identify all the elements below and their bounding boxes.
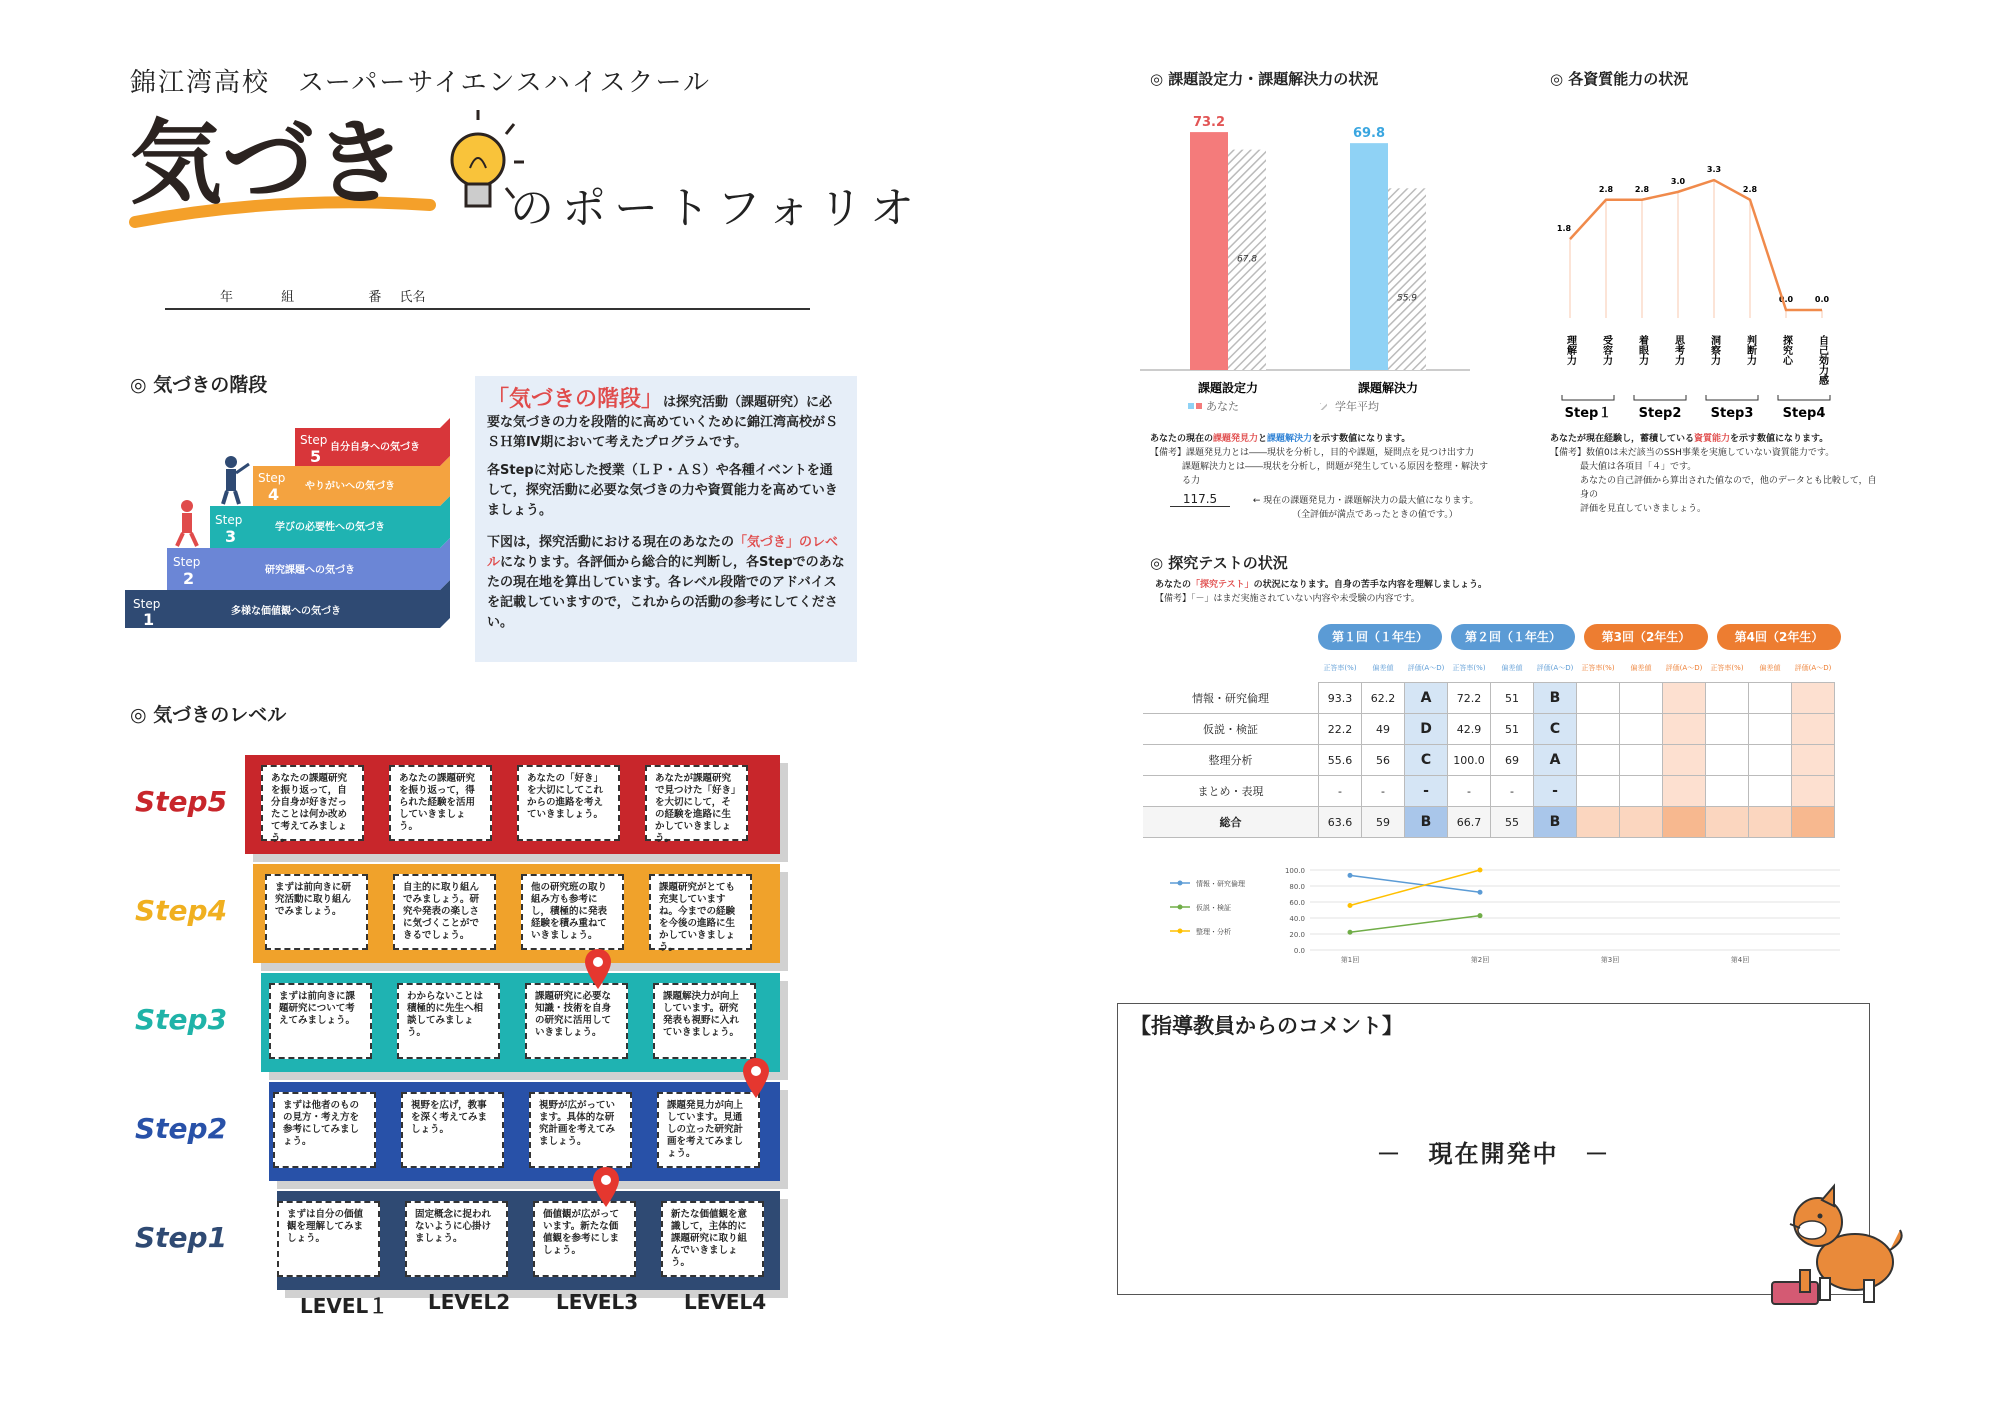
exam-title: ◎ 探究テストの状況 xyxy=(1150,554,1288,572)
exam-row-label: まとめ・表現 xyxy=(1143,776,1319,807)
exam-cell-empty xyxy=(1706,807,1749,838)
chart1-notes xyxy=(1150,432,1495,522)
exam-cell: - xyxy=(1405,776,1448,807)
chart1-note-5: （全評価が満点であったときの値です。） xyxy=(1292,510,1458,520)
chart2-notes xyxy=(1550,432,1880,516)
exam-cell: C xyxy=(1534,714,1577,745)
chart1-note-b: を示す数値になります。 xyxy=(1312,434,1411,444)
exam-cell-empty xyxy=(1620,683,1663,714)
exam-cell-empty xyxy=(1577,807,1620,838)
exam-cell: 62.2 xyxy=(1362,683,1405,714)
chart1-category: 課題解決力 xyxy=(1357,381,1419,395)
chart2-line xyxy=(1570,180,1822,310)
dog-illustration xyxy=(1760,1170,1910,1324)
stair-step-4-word: Step xyxy=(258,471,286,485)
chart3-ytick: 80.0 xyxy=(1289,883,1305,891)
class-label: 組 xyxy=(281,290,295,305)
chart2-category-label: 思考力 xyxy=(1672,335,1684,365)
exam-row-label: 総合 xyxy=(1143,807,1319,838)
exam-cell: 51 xyxy=(1491,683,1534,714)
exam-round-2: 第２回（１年生） xyxy=(1451,624,1575,650)
intro-p3-highlight: 「気づき」のレベル xyxy=(487,535,839,570)
exam-subheader: 正答率(%) xyxy=(1710,664,1744,672)
chart3-line xyxy=(1350,875,1480,892)
level-advice-card: 課題研究に必要な知識・技術を自身の研究に活用していきましょう。 xyxy=(525,983,628,1059)
exam-cell-empty xyxy=(1577,714,1620,745)
chart2-value-label: 2.8 xyxy=(1598,184,1614,194)
chart1-note-a: あなたの現在の xyxy=(1150,434,1214,444)
exam-subheader: 偏差値 xyxy=(1372,664,1394,672)
levels-section-title: ◎ 気づきのレベル xyxy=(130,704,287,726)
chart2-value-label: 0.0 xyxy=(1814,295,1830,304)
chart2-note-2: 【備考】数値0は未だ該当のSSH事業を実施していない資質能力です。 xyxy=(1550,448,1835,458)
exam-cell: - xyxy=(1534,776,1577,807)
chart2-category-label: 探究心 xyxy=(1780,335,1792,365)
level-advice-card: あなたの「好き」を大切にしてこれからの進路を考えていきましょう。 xyxy=(517,765,620,841)
exam-cell-empty xyxy=(1620,714,1663,745)
exam-subheader: 評価(A〜D) xyxy=(1536,664,1574,672)
exam-subheader: 評価(A〜D) xyxy=(1665,664,1703,672)
chart2-note-a: あなたが現在経験し，蓄積している xyxy=(1550,434,1695,444)
chart1-note-and: と xyxy=(1258,434,1268,444)
exam-cell-empty xyxy=(1620,745,1663,776)
chart1-title: ◎ 課題設定力・課題解決力の状況 xyxy=(1150,70,1379,88)
exam-cell: B xyxy=(1534,807,1577,838)
exam-cell: 59 xyxy=(1362,807,1405,838)
exam-note-hl: 「探究テスト」 xyxy=(1191,580,1254,590)
chart3-xtick: 第2回 xyxy=(1470,956,1490,964)
exam-cell: 55 xyxy=(1491,807,1534,838)
level-advice-card: まずは他者のものの見方・考え方を参考にしてみましょう。 xyxy=(273,1092,376,1168)
location-pin-icon xyxy=(743,1058,769,1098)
chart1-note-hl1: 課題発見力 xyxy=(1213,434,1259,444)
chart1-bar-average xyxy=(1388,188,1426,370)
exam-note-b: の状況になります。自身の苦手な内容を理解しましょう。 xyxy=(1253,580,1487,590)
legend-swatch-you-2 xyxy=(1196,403,1202,409)
exam-cell-empty xyxy=(1749,714,1792,745)
exam-subheader: 正答率(%) xyxy=(1581,664,1615,672)
exam-note-a: あなたの xyxy=(1155,580,1192,590)
exam-cell-empty xyxy=(1663,745,1706,776)
chart2-value-label: 2.8 xyxy=(1742,184,1758,194)
chart3-legend-label: 情報・研究倫理 xyxy=(1196,880,1245,888)
chart1-note-3: 課題解決力とは――現状を分析し，問題が発生している原因を整理・解決する力 xyxy=(1182,462,1489,486)
exam-cell: 93.3 xyxy=(1319,683,1362,714)
exam-cell: 69 xyxy=(1491,745,1534,776)
exam-cell: 51 xyxy=(1491,714,1534,745)
exam-cell: B xyxy=(1405,807,1448,838)
chart2-step-bracket xyxy=(1562,395,1614,400)
exam-cell: - xyxy=(1491,776,1534,807)
chart2-step-label: Step4 xyxy=(1782,406,1826,421)
exam-cell: - xyxy=(1448,776,1491,807)
exam-cell-empty xyxy=(1792,683,1835,714)
level-row-label: Step1 xyxy=(135,1221,228,1254)
level-column-label: LEVEL１ xyxy=(300,1294,389,1318)
exam-table-wrap xyxy=(1143,654,1835,838)
chart1-legend-average: 学年平均 xyxy=(1335,400,1379,413)
exam-cell: - xyxy=(1319,776,1362,807)
level-advice-card: まずは自分の価値観を理解してみましょう。 xyxy=(277,1201,380,1277)
exam-cell-empty xyxy=(1706,745,1749,776)
exam-cell-empty xyxy=(1663,683,1706,714)
intro-p3b: になります。各評価から総合的に判断し，各Stepでのあなたの現在地を算出しています。各レベル段階でのアドバイスを記載していますので，これからの活動の参考にしてください。 xyxy=(487,555,845,630)
level-advice-card: あなたが課題研究で見つけた「好き」を大切にして，その経験を進路に生かしていきましょう。 xyxy=(645,765,748,841)
exam-cell-empty xyxy=(1749,807,1792,838)
chart2-category-label: 洞察力 xyxy=(1708,335,1720,365)
chart2-area xyxy=(1550,120,1860,421)
comment-title: 【指導教員からのコメント】 xyxy=(1130,1014,1403,1038)
level-row-label: Step5 xyxy=(135,785,228,818)
exam-cell-empty xyxy=(1577,683,1620,714)
chart3-xtick: 第4回 xyxy=(1730,956,1750,964)
exam-cell: 72.2 xyxy=(1448,683,1491,714)
level-row-label: Step4 xyxy=(135,894,228,927)
exam-cell-empty xyxy=(1663,807,1706,838)
chart2-step-label: Step3 xyxy=(1710,406,1754,421)
chart1-value-you: 73.2 xyxy=(1192,115,1226,131)
exam-cell-empty xyxy=(1706,714,1749,745)
chart3-ytick: 40.0 xyxy=(1289,915,1305,923)
name-label: 氏名 xyxy=(399,290,426,305)
exam-cell: 100.0 xyxy=(1448,745,1491,776)
exam-round-3: 第3回（2年生） xyxy=(1584,624,1708,650)
chart2-title: ◎ 各資質能力の状況 xyxy=(1550,70,1689,88)
stair-step-1-num: 1 xyxy=(143,610,155,629)
stair-step-2-label: 研究課題への気づき xyxy=(265,565,355,576)
exam-cell-empty xyxy=(1663,714,1706,745)
level-row-label: Step2 xyxy=(135,1112,228,1145)
stair-step-4-num: 4 xyxy=(268,485,280,504)
exam-cell-empty xyxy=(1749,745,1792,776)
chart1-category: 課題設定力 xyxy=(1197,381,1259,395)
level-advice-card: 視野が広がっています。具体的な研究計画を考えてみましょう。 xyxy=(529,1092,632,1168)
level-advice-card: 価値観が広がっています。新たな価値観を参考にしましょう。 xyxy=(533,1201,636,1277)
legend-swatch-you xyxy=(1188,403,1194,409)
level-column-label: LEVEL3 xyxy=(556,1290,639,1314)
number-label: 番 xyxy=(368,290,382,305)
chart1-legend-you: あなた xyxy=(1206,400,1239,413)
exam-cell-empty xyxy=(1577,745,1620,776)
level-advice-card: 他の研究班の取り組み方も参考にし，積極的に発表経験を積み重ねていきましょう。 xyxy=(521,874,624,950)
chart1-note-2: 【備考】課題発見力とは――現状を分析し，目的や課題，疑問点を見つけ出す力 xyxy=(1150,448,1475,458)
exam-cell: - xyxy=(1362,776,1405,807)
stair-step-1-label: 多様な価値観への気づき xyxy=(231,606,341,617)
chart2-value-label: 2.8 xyxy=(1634,184,1650,194)
chart2-step-bracket xyxy=(1706,395,1758,400)
exam-cell: 22.2 xyxy=(1319,714,1362,745)
stair-step-3-word: Step xyxy=(215,513,243,527)
level-advice-card: 新たな価値観を意識して，主体的に課題研究に取り組んでいきましょう。 xyxy=(661,1201,764,1277)
chart2-note-3: 最大値は各項目「４」です。 xyxy=(1580,462,1697,472)
chart2-note-4: あなたの自己評価から算出された値なので，他のデータとも比較して，自身の xyxy=(1580,476,1877,500)
chart2-step-bracket xyxy=(1634,395,1686,400)
exam-subheader: 偏差値 xyxy=(1501,664,1523,672)
stair-step-2-word: Step xyxy=(173,555,201,569)
stair-step-2-num: 2 xyxy=(183,569,195,588)
chart1-value-average: 55.9 xyxy=(1396,293,1418,304)
intro-p1: は探究活動（課題研究）に必要な気づきの力を段階的に高めていくために錦江湾高校がＳＳＨ第Ⅳ期において考えたプログラムです。 xyxy=(487,395,839,450)
exam-cell-empty xyxy=(1792,807,1835,838)
chart2-step-bracket xyxy=(1778,395,1830,400)
level-advice-card: あなたの課題研究を振り返って，自分自身が好きだったことは何か改めて考えてみましょう。 xyxy=(261,765,364,841)
exam-cell: B xyxy=(1534,683,1577,714)
logo-subtitle: のポートフォリオ xyxy=(510,183,923,234)
exam-cell-empty xyxy=(1706,776,1749,807)
location-pin-icon xyxy=(585,949,611,989)
chart1-note-hl2: 課題解決力 xyxy=(1267,434,1313,444)
exam-round-1: 第１回（１年生） xyxy=(1318,624,1442,650)
exam-cell-empty xyxy=(1749,776,1792,807)
level-row-label: Step3 xyxy=(135,1003,228,1036)
stair-step-3-label: 学びの必要性への気づき xyxy=(275,522,385,533)
exam-subheader: 正答率(%) xyxy=(1323,664,1357,672)
exam-row-label: 整理分析 xyxy=(1143,745,1319,776)
chart1-max-value: 117.5 xyxy=(1170,492,1230,507)
exam-cell-empty xyxy=(1749,683,1792,714)
chart2-note-b: を示す数値になります。 xyxy=(1730,434,1829,444)
stair-step-5-word: Step xyxy=(300,433,328,447)
chart1-bar-you xyxy=(1190,132,1228,370)
level-advice-card: 自主的に取り組んでみましょう。研究や発表の楽しさに気づくことができるでしょう。 xyxy=(393,874,496,950)
exam-cell-empty xyxy=(1620,776,1663,807)
chart1-value-you: 69.8 xyxy=(1352,126,1386,142)
exam-cell: 56 xyxy=(1362,745,1405,776)
exam-cell: 55.6 xyxy=(1319,745,1362,776)
comment-box[interactable] xyxy=(1117,1003,1870,1295)
level-advice-card: まずは前向きに課題研究について考えてみましょう。 xyxy=(269,983,372,1059)
chart3-line xyxy=(1350,870,1480,906)
level-advice-card: まずは前向きに研究活動に取り組んでみましょう。 xyxy=(265,874,368,950)
chart3-legend-label: 仮説・検証 xyxy=(1196,904,1231,912)
chart3-ytick: 100.0 xyxy=(1284,867,1305,875)
chart2-note-hl: 資質能力 xyxy=(1694,434,1731,444)
level-column-label: LEVEL2 xyxy=(428,1290,511,1314)
intro-p2: 各Stepに対応した授業（ＬＰ・ＡＳ）や各種イベントを通して，探究活動に必要な気づきの力や資質能力を高めていきましょう。 xyxy=(487,463,838,518)
level-column-label: LEVEL4 xyxy=(684,1290,767,1314)
exam-cell-empty xyxy=(1792,745,1835,776)
exam-cell: C xyxy=(1405,745,1448,776)
chart2-category-label: 受容力 xyxy=(1600,335,1612,365)
exam-cell-empty xyxy=(1663,776,1706,807)
level-advice-card: わからないことは積極的に先生へ相談してみましょう。 xyxy=(397,983,500,1059)
exam-subheader: 正答率(%) xyxy=(1452,664,1486,672)
stair-step-4-label: やりがいへの気づき xyxy=(305,481,395,492)
exam-cell: 42.9 xyxy=(1448,714,1491,745)
chart2-category-label: 理解力 xyxy=(1564,335,1576,365)
stair-step-5-num: 5 xyxy=(310,447,322,466)
exam-cell: 66.7 xyxy=(1448,807,1491,838)
chart2-category-label: 判断力 xyxy=(1744,335,1756,365)
chart2-note-5: 評価を見直していきましょう。 xyxy=(1580,504,1707,514)
chart3-ytick: 0.0 xyxy=(1293,947,1305,955)
exam-cell: 49 xyxy=(1362,714,1405,745)
exam-note-2: 【備考】「－」はまだ実施されていない内容や未受験の内容です。 xyxy=(1155,594,1420,604)
exam-cell: 63.6 xyxy=(1319,807,1362,838)
level-advice-card: 課題研究がとても充実していますね。今までの経験を今後の進路に生かしていきましょう。 xyxy=(649,874,752,950)
chart3-legend-label: 整理・分析 xyxy=(1196,928,1231,936)
exam-cell: A xyxy=(1405,683,1448,714)
exam-subheader: 評価(A〜D) xyxy=(1794,664,1832,672)
legend-swatch-average xyxy=(1320,403,1327,410)
chart3-ytick: 20.0 xyxy=(1289,931,1305,939)
exam-cell-empty xyxy=(1706,683,1749,714)
chart2-category-label: 自己効力感 xyxy=(1816,335,1828,385)
levels-grid xyxy=(0,0,820,1320)
exam-chart-area xyxy=(1170,865,1850,969)
exam-cell-empty xyxy=(1792,776,1835,807)
chart2-value-label: 1.8 xyxy=(1556,224,1572,234)
stair-step-1-word: Step xyxy=(133,597,161,611)
chart1-value-average: 67.8 xyxy=(1236,254,1258,265)
chart3-xtick: 第3回 xyxy=(1600,956,1620,964)
school-name: 錦江湾高校 スーパーサイエンスハイスクール xyxy=(130,68,711,98)
logo-text: 気づき xyxy=(130,109,407,217)
exam-subheader: 偏差値 xyxy=(1630,664,1652,672)
chart2-step-label: Step2 xyxy=(1638,406,1682,421)
chart2-value-label: 0.0 xyxy=(1778,295,1794,304)
level-advice-card: 課題発見力が向上しています。見通しの立った研究計画を考えてみましょう。 xyxy=(657,1092,760,1168)
exam-round-4: 第4回（2年生） xyxy=(1717,624,1841,650)
exam-cell: D xyxy=(1405,714,1448,745)
dog-icon xyxy=(1760,1170,1910,1320)
exam-cell-empty xyxy=(1577,776,1620,807)
level-advice-card: あなたの課題研究を振り返って，得られた経験を活用していきましょう。 xyxy=(389,765,492,841)
chart2-step-label: Step１ xyxy=(1564,406,1612,421)
exam-subheader: 評価(A〜D) xyxy=(1407,664,1445,672)
stair-step-5-label: 自分自身への気づき xyxy=(330,442,420,453)
chart1-bar-you xyxy=(1350,143,1388,370)
exam-table xyxy=(1143,654,1835,838)
chart2-value-label: 3.3 xyxy=(1706,165,1722,175)
chart1-area xyxy=(1140,90,1470,434)
stair-step-3-num: 3 xyxy=(225,527,237,546)
exam-row-label: 仮説・検証 xyxy=(1143,714,1319,745)
exam-notes xyxy=(1155,578,1487,606)
year-label: 年 xyxy=(220,290,234,305)
level-advice-card: 視野を広げ，教事を深く考えてみましょう。 xyxy=(401,1092,504,1168)
stairs-section-title: ◎ 気づきの階段 xyxy=(130,374,268,396)
chart3-xtick: 第1回 xyxy=(1340,956,1360,964)
chart2-value-label: 3.0 xyxy=(1670,176,1686,186)
level-advice-card: 課題解決力が向上しています。研究発表も視野に入れていきましょう。 xyxy=(653,983,756,1059)
comment-body: － 現在開発中 － xyxy=(1376,1140,1611,1168)
level-advice-card: 固定概念に捉われないように心掛けましょう。 xyxy=(405,1201,508,1277)
exam-row-label: 情報・研究倫理 xyxy=(1143,683,1319,714)
intro-title: 「気づきの階段」 xyxy=(487,387,664,412)
exam-subheader: 偏差値 xyxy=(1759,664,1781,672)
exam-cell-empty xyxy=(1792,714,1835,745)
chart3-ytick: 60.0 xyxy=(1289,899,1305,907)
location-pin-icon xyxy=(593,1167,619,1207)
intro-p3a: 下図は，探究活動における現在のあなたの xyxy=(487,535,735,550)
exam-cell: A xyxy=(1534,745,1577,776)
exam-cell-empty xyxy=(1620,807,1663,838)
chart2-category-label: 着眼力 xyxy=(1636,335,1648,365)
chart1-note-4: ← 現在の課題発見力・課題解決力の最大値になります。 xyxy=(1252,496,1479,506)
